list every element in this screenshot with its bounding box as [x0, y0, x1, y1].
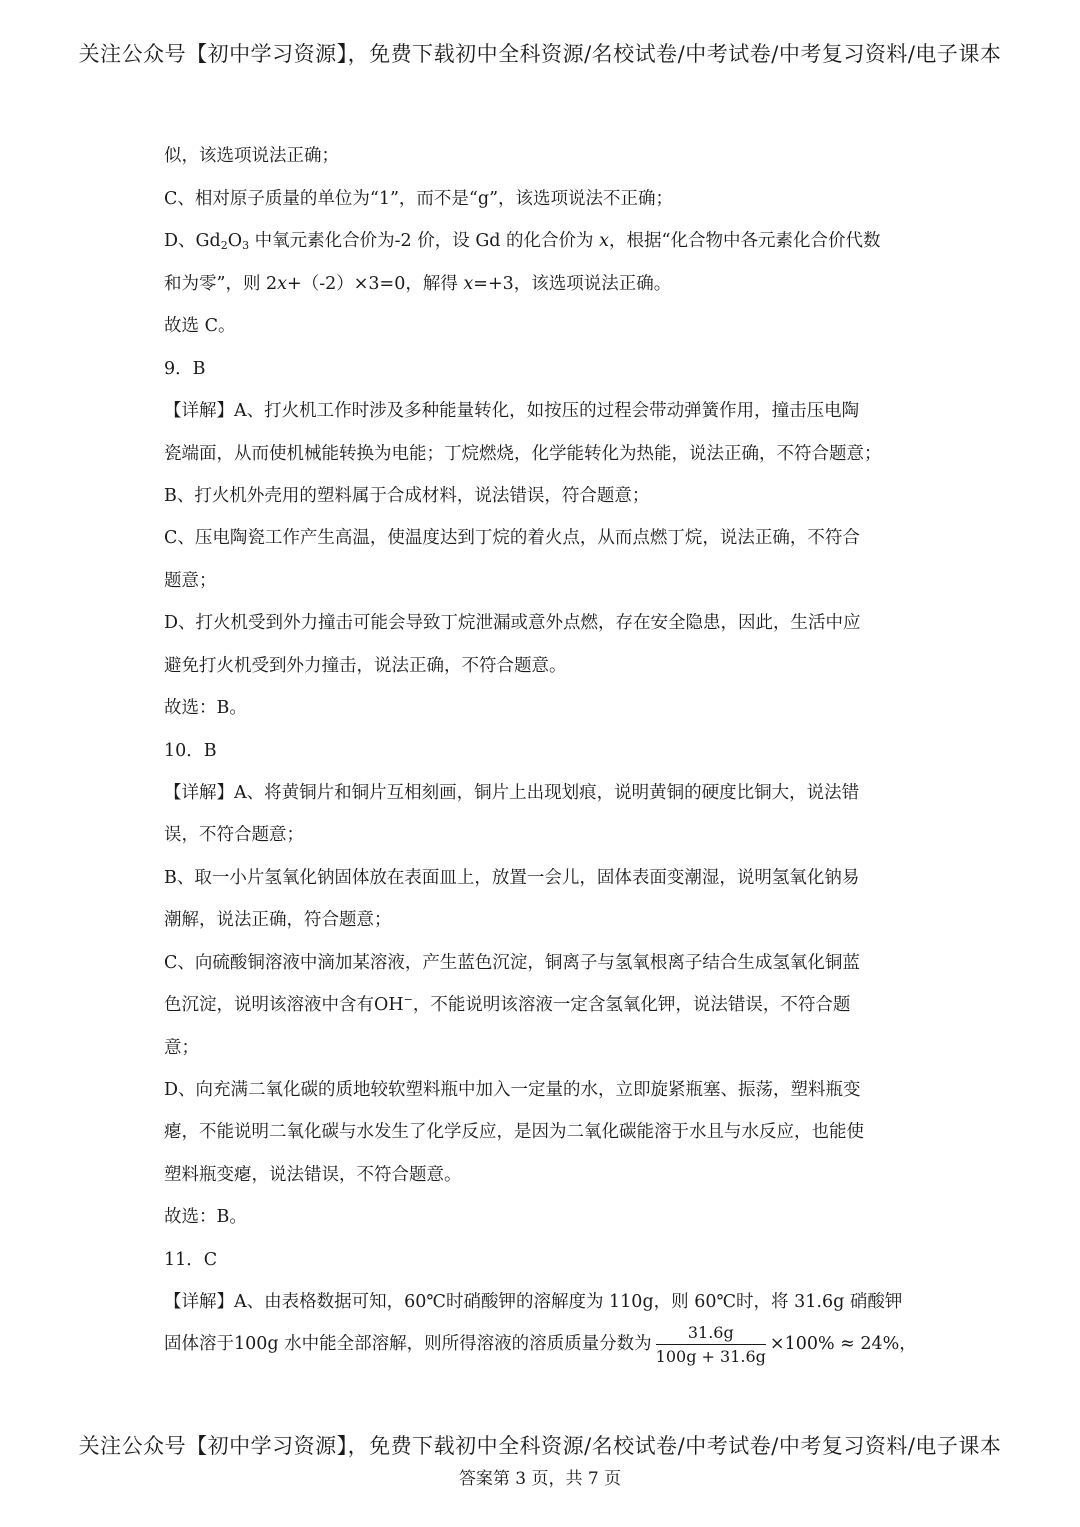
variable: x	[463, 274, 474, 294]
fraction-numerator: 31.6g	[656, 1323, 766, 1345]
superscript: −	[403, 993, 413, 1006]
text-line: 潮解，说法正确，符合题意；	[164, 910, 392, 930]
text-line: 误，不符合题意；	[164, 825, 304, 845]
text-line: 意；	[164, 1038, 199, 1058]
text-line: 似，该选项说法正确；	[164, 146, 339, 166]
ion-formula: OH	[374, 995, 404, 1015]
text-span: 色沉淀，说明该溶液中含有	[164, 995, 374, 1015]
text-line: 塑料瓶变瘪，说法错误，不符合题意。	[164, 1165, 462, 1185]
text-line: 瓷端面，从而使机械能转换为电能；丁烷燃烧，化学能转化为热能，说法正确，不符合题意；	[164, 444, 882, 464]
text-line: 故选：B。	[164, 1207, 247, 1227]
text-span: 固体溶于100g 水中能全部溶解，则所得溶液的溶质质量分数为	[164, 1334, 652, 1354]
fraction	[656, 1323, 766, 1366]
question-number: 10．B	[164, 741, 217, 761]
text-line: 【详解】A、打火机工作时涉及多种能量转化，如按压的过程会带动弹簧作用，撞击压电陶	[164, 401, 860, 421]
text-line	[164, 227, 880, 252]
text-span: O	[227, 231, 243, 251]
text-line: D、打火机受到外力撞击可能会导致丁烷泄漏或意外点燃，存在安全隐患，因此，生活中应	[164, 613, 861, 633]
text-line	[164, 270, 671, 295]
subscript: 3	[242, 239, 250, 252]
header-banner: 关注公众号【初中学习资源】，免费下载初中全科资源/名校试卷/中考试卷/中考复习资料/电子课本	[78, 42, 1002, 66]
text-line: C、压电陶瓷工作产生高温，使温度达到丁烷的着火点，从而点燃丁烷，说法正确，不符合	[164, 528, 860, 548]
page-number: 答案第 3 页，共 7 页	[458, 1469, 622, 1489]
text-span: ，根据“化合物中各元素化合价代数	[609, 231, 881, 251]
text-span: D、Gd	[164, 231, 221, 251]
question-number: 9．B	[164, 359, 206, 379]
text-span: +（-2）×3=0，解得	[287, 274, 464, 294]
text-line: 故选 C。	[164, 316, 236, 336]
footer-banner: 关注公众号【初中学习资源】，免费下载初中全科资源/名校试卷/中考试卷/中考复习资料/电子课本	[78, 1434, 1002, 1458]
text-line	[164, 991, 850, 1016]
variable: x	[277, 274, 288, 294]
text-line: D、向充满二氧化碳的质地较软塑料瓶中加入一定量的水，立即旋紧瓶塞、振荡，塑料瓶变	[164, 1080, 861, 1100]
text-span: 和为零”，则 2	[164, 274, 278, 294]
question-number: 11．C	[164, 1250, 218, 1270]
text-span: 中氧元素化合价为-2 价，设 Gd 的化合价为	[249, 231, 600, 251]
variable: x	[599, 231, 609, 251]
text-line: C、向硫酸铜溶液中滴加某溶液，产生蓝色沉淀，铜离子与氢氧根离子结合生成氢氧化铜蓝	[164, 953, 860, 973]
text-line: 题意；	[164, 571, 217, 591]
text-line: B、取一小片氢氧化钠固体放在表面皿上，放置一会儿，固体表面变潮湿，说明氢氧化钠易	[164, 868, 860, 888]
text-line: 故选：B。	[164, 698, 247, 718]
text-line: B、打火机外壳用的塑料属于合成材料，说法错误，符合题意；	[164, 486, 650, 506]
text-line: 避免打火机受到外力撞击，说法正确，不符合题意。	[164, 656, 567, 676]
subscript: 2	[220, 239, 228, 252]
fraction-denominator: 100g + 31.6g	[655, 1347, 766, 1366]
text-line: 【详解】A、由表格数据可知，60℃时硝酸钾的溶解度为 110g，则 60℃时，将 31.6g 硝酸钾	[164, 1292, 903, 1312]
text-line: 瘪，不能说明二氧化碳与水发生了化学反应，是因为二氧化碳能溶于水且与水反应，也能使	[164, 1122, 864, 1142]
text-span: ×100% ≈ 24%，	[769, 1334, 917, 1354]
text-span: ，不能说明该溶液一定含氢氧化钾，说法错误，不符合题	[412, 995, 851, 1015]
text-span: =+3，该选项说法正确。	[473, 274, 672, 294]
text-line: 【详解】A、将黄铜片和铜片互相刻画，铜片上出现划痕，说明黄铜的硬度比铜大，说法错	[164, 783, 860, 803]
text-line	[164, 1323, 917, 1366]
text-line: C、相对原子质量的单位为“1”，而不是“g”，该选项说法不正确；	[164, 189, 674, 209]
